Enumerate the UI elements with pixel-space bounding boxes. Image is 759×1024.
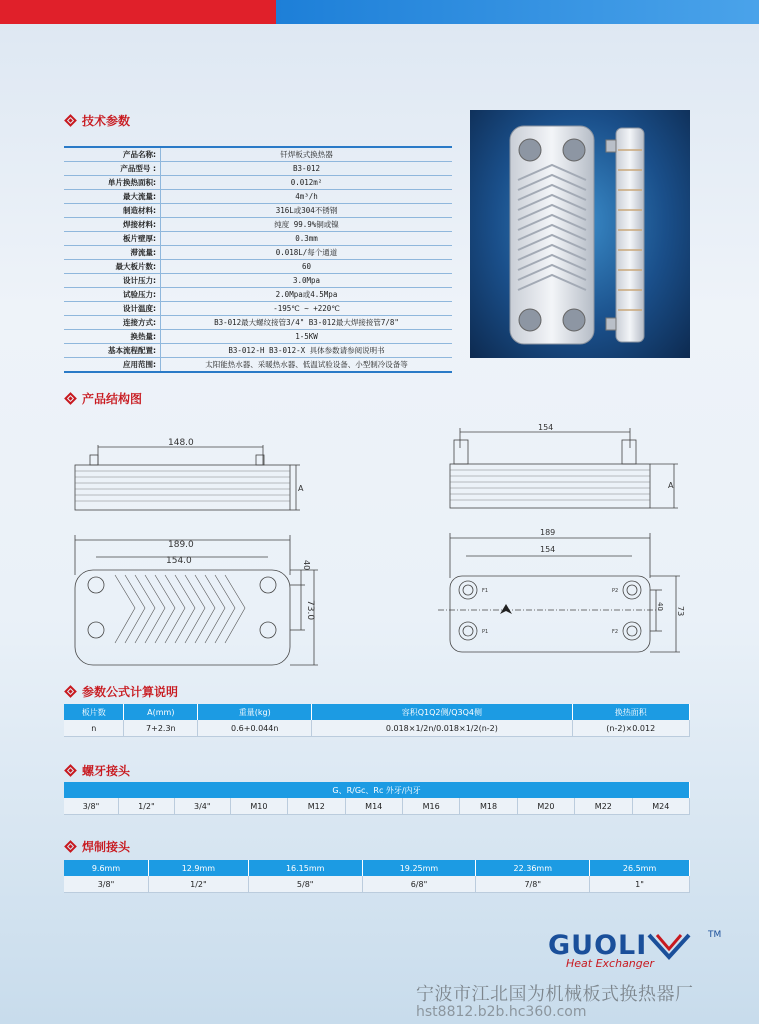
section-title-formula-text: 参数公式计算说明 bbox=[82, 685, 179, 699]
watermark-company: 宁波市江北国为机械板式换热器厂 bbox=[416, 984, 694, 1005]
port-label-p1: P1 bbox=[482, 629, 489, 635]
weld-mm-cell: 12.9mm bbox=[148, 860, 248, 876]
thread-size-cell: M22 bbox=[575, 798, 632, 815]
formula-header-cell: A(mm) bbox=[124, 704, 198, 720]
brand-logo bbox=[548, 930, 722, 970]
diamond-bullet-icon bbox=[64, 840, 77, 853]
spec-key: 板片壁厚: bbox=[64, 232, 161, 246]
spec-key: 滞流量: bbox=[64, 246, 161, 260]
spec-value: 1-5KW bbox=[295, 332, 318, 341]
spec-key: 焊接材料: bbox=[64, 218, 161, 232]
section-title-formula bbox=[66, 683, 178, 700]
spec-key: 最大流量: bbox=[64, 190, 161, 204]
spec-value: B3-012-H B3-012-X 具体参数请参阅说明书 bbox=[228, 346, 385, 355]
formula-cell: 0.6+0.044n bbox=[198, 720, 312, 737]
thread-table bbox=[64, 782, 690, 815]
formula-cell: 7+2.3n bbox=[124, 720, 198, 737]
section-title-tech-text: 技术参数 bbox=[82, 114, 131, 128]
brand-name: GUOLI bbox=[548, 930, 648, 961]
spec-key: 产品型号 : bbox=[64, 162, 161, 176]
dim-front-right-w2: 154 bbox=[540, 545, 556, 554]
thread-size-cell: M18 bbox=[460, 798, 517, 815]
formula-cell: 0.018×1/2n/0.018×1/2(n-2) bbox=[312, 720, 572, 737]
thread-header: G、R/Gc、Rc 外牙/内牙 bbox=[64, 782, 690, 798]
weld-inch-cell: 6/8" bbox=[362, 876, 476, 893]
product-photo bbox=[470, 110, 690, 358]
dim-front-left-h1: 40 bbox=[302, 560, 311, 571]
weld-mm-cell: 9.6mm bbox=[64, 860, 148, 876]
formula-header-cell: 换热面积 bbox=[572, 704, 690, 720]
spec-row bbox=[64, 246, 452, 260]
thread-size-cell: M24 bbox=[632, 798, 689, 815]
left-technical-drawing bbox=[60, 425, 390, 675]
top-bar-blue bbox=[276, 0, 759, 24]
dim-side-left-a: A bbox=[298, 484, 304, 493]
dim-front-right-w1: 189 bbox=[540, 528, 556, 537]
section-title-structure bbox=[66, 390, 142, 407]
top-bar-red bbox=[0, 0, 276, 24]
weld-inch-cell: 1/2" bbox=[148, 876, 248, 893]
dim-front-left-h2: 73.0 bbox=[305, 600, 315, 621]
spec-row bbox=[64, 316, 452, 330]
diamond-bullet-icon bbox=[64, 685, 77, 698]
spec-row bbox=[64, 358, 452, 373]
spec-value: 钎焊板式换热器 bbox=[280, 150, 333, 159]
spec-value: 0.3mm bbox=[295, 234, 318, 243]
spec-key: 连接方式: bbox=[64, 316, 161, 330]
spec-key: 基本流程配置: bbox=[64, 344, 161, 358]
weld-mm-cell: 16.15mm bbox=[248, 860, 362, 876]
formula-cell: n bbox=[64, 720, 124, 737]
formula-header-cell: 重量(kg) bbox=[198, 704, 312, 720]
dim-front-right-h2: 73 bbox=[676, 606, 685, 617]
flow-arrow-icon bbox=[500, 604, 512, 614]
section-title-structure-text: 产品结构图 bbox=[82, 392, 143, 406]
section-title-weld-text: 焊制接头 bbox=[82, 840, 131, 854]
spec-value: 太阳能热水器、采暖热水器、低温试验设备、小型制冷设备等 bbox=[205, 360, 408, 369]
section-title-thread-text: 螺牙接头 bbox=[82, 764, 131, 778]
port-label-f2: F2 bbox=[612, 629, 619, 635]
dim-front-left-w2: 154.0 bbox=[166, 556, 192, 566]
section-title-thread bbox=[66, 762, 130, 779]
section-title-weld bbox=[66, 838, 130, 855]
spec-value: 0.018L/每个通道 bbox=[275, 248, 338, 257]
formula-table bbox=[64, 704, 690, 737]
spec-value: 3.0Mpa bbox=[292, 276, 321, 285]
thread-size-cell: 1/2" bbox=[118, 798, 174, 815]
spec-key: 换热量: bbox=[64, 330, 161, 344]
spec-row bbox=[64, 260, 452, 274]
heat-exchanger-photo-icon bbox=[470, 110, 690, 358]
spec-key: 设计压力: bbox=[64, 274, 161, 288]
dim-front-right-h1: 40 bbox=[656, 602, 664, 611]
spec-row bbox=[64, 302, 452, 316]
section-title-tech bbox=[66, 112, 130, 129]
spec-value: -195℃ ~ +220℃ bbox=[273, 304, 340, 313]
spec-value: 纯度 99.9%铜或镍 bbox=[274, 220, 339, 229]
weld-inch-cell: 7/8" bbox=[476, 876, 590, 893]
brand-subtitle: Heat Exchanger bbox=[566, 957, 655, 970]
spec-value: B3-012 bbox=[292, 164, 321, 173]
formula-header-cell: 容积Q1Q2侧/Q3Q4侧 bbox=[312, 704, 572, 720]
diamond-bullet-icon bbox=[64, 114, 77, 127]
formula-header-cell: 板片数 bbox=[64, 704, 124, 720]
dim-side-right: 154 bbox=[538, 423, 554, 432]
spec-row bbox=[64, 162, 452, 176]
dim-side-left: 148.0 bbox=[168, 438, 194, 448]
weld-mm-cell: 19.25mm bbox=[362, 860, 476, 876]
spec-value: 60 bbox=[301, 262, 312, 271]
spec-value: B3-012最大螺纹接管3/4" B3-012最大焊接接管7/8" bbox=[214, 318, 399, 327]
brand-chevron-icon bbox=[647, 931, 691, 961]
spec-key: 应用范围: bbox=[64, 358, 161, 373]
right-technical-drawing bbox=[430, 418, 700, 658]
spec-row bbox=[64, 190, 452, 204]
spec-row bbox=[64, 274, 452, 288]
port-label-p2: P2 bbox=[612, 588, 619, 594]
port-label-f1: F1 bbox=[482, 588, 489, 594]
spec-value: 316L或304不锈钢 bbox=[275, 206, 338, 215]
weld-mm-cell: 26.5mm bbox=[590, 860, 690, 876]
spec-key: 单片换热面积: bbox=[64, 176, 161, 190]
weld-table bbox=[64, 860, 690, 893]
top-color-bar bbox=[0, 0, 759, 24]
spec-row bbox=[64, 176, 452, 190]
spec-key: 试验压力: bbox=[64, 288, 161, 302]
spec-row bbox=[64, 204, 452, 218]
spec-key: 产品名称: bbox=[64, 147, 161, 162]
thread-size-cell: 3/4" bbox=[174, 798, 230, 815]
spec-key: 制造材料: bbox=[64, 204, 161, 218]
diamond-bullet-icon bbox=[64, 392, 77, 405]
formula-cell: (n-2)×0.012 bbox=[572, 720, 690, 737]
spec-row bbox=[64, 288, 452, 302]
watermark-url: hst8812.b2b.hc360.com bbox=[416, 1004, 587, 1020]
spec-value: 4m³/h bbox=[295, 192, 318, 201]
thread-size-cell: M20 bbox=[517, 798, 574, 815]
spec-row bbox=[64, 232, 452, 246]
spec-value: 0.012m² bbox=[290, 178, 323, 187]
spec-row bbox=[64, 147, 452, 162]
spec-row bbox=[64, 218, 452, 232]
weld-inch-cell: 1" bbox=[590, 876, 690, 893]
spec-key: 最大板片数: bbox=[64, 260, 161, 274]
spec-table bbox=[64, 146, 452, 373]
brand-trademark: TM bbox=[708, 930, 722, 940]
thread-size-cell: M12 bbox=[288, 798, 345, 815]
dim-front-left-w1: 189.0 bbox=[168, 540, 194, 550]
dim-side-right-a: A bbox=[668, 481, 674, 490]
weld-inch-cell: 5/8" bbox=[248, 876, 362, 893]
weld-mm-cell: 22.36mm bbox=[476, 860, 590, 876]
spec-row bbox=[64, 330, 452, 344]
spec-key: 设计温度: bbox=[64, 302, 161, 316]
thread-size-cell: 3/8" bbox=[64, 798, 118, 815]
thread-size-cell: M16 bbox=[402, 798, 459, 815]
weld-inch-cell: 3/8" bbox=[64, 876, 148, 893]
spec-row bbox=[64, 344, 452, 358]
diamond-bullet-icon bbox=[64, 764, 77, 777]
thread-size-cell: M10 bbox=[230, 798, 287, 815]
thread-size-cell: M14 bbox=[345, 798, 402, 815]
spec-value: 2.0Mpa或4.5Mpa bbox=[275, 290, 338, 299]
